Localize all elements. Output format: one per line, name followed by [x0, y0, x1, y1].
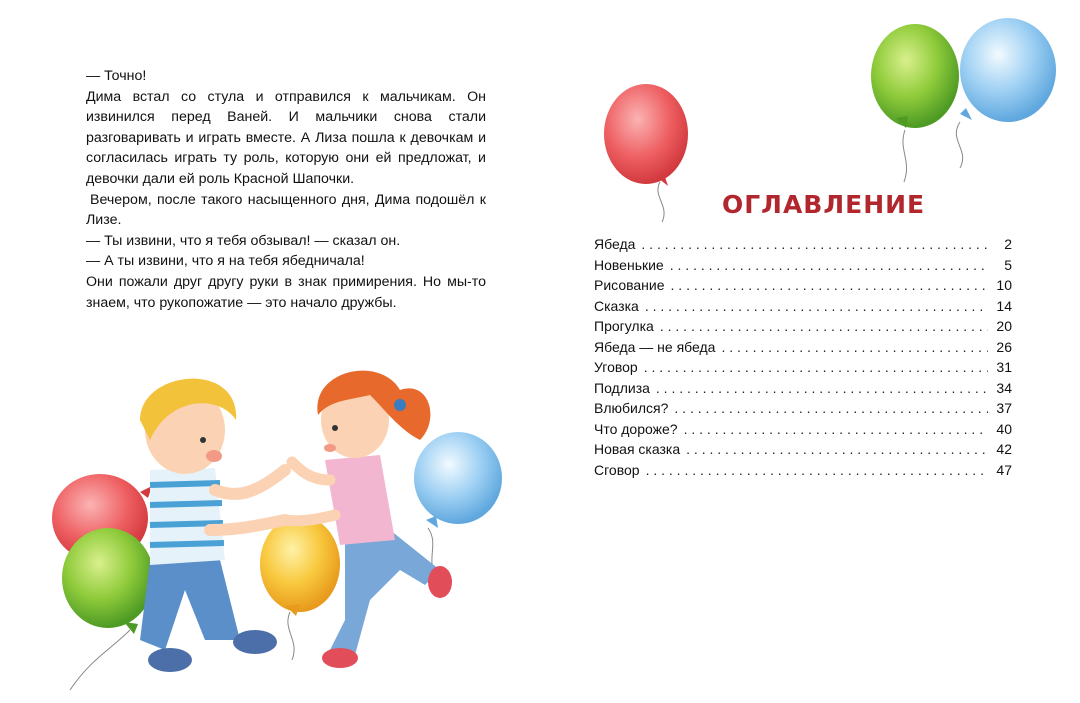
toc-entry[interactable]	[594, 357, 1012, 378]
toc-entry-page: 26	[996, 338, 1012, 355]
toc-leader	[646, 460, 988, 481]
story-paragraph: Они пожали друг другу руки в знак примирения. Но мы-то знаем, что рукопожатие — это начало дружбы.	[86, 273, 486, 311]
toc-entry[interactable]	[594, 419, 1012, 440]
story-text	[86, 66, 486, 313]
toc-entry-page: 34	[996, 379, 1012, 396]
toc-entry-page: 31	[996, 359, 1012, 375]
table-of-contents	[594, 234, 1012, 480]
blue-balloon-right	[414, 432, 502, 580]
toc-entry-page: 47	[996, 461, 1012, 478]
story-paragraph: Дима встал со стула и отправился к мальчикам. Он извинился перед Ваней. И мальчики снова стали разговаривать и играть вместе. А Лиза пошла к девочкам и согласилась играть ту роль, которую они ей предложат, и девочки дали ей роль Красной Шапочки.	[86, 88, 486, 187]
toc-entry[interactable]	[594, 275, 1012, 296]
toc-leader	[686, 439, 988, 460]
toc-entry[interactable]	[594, 337, 1012, 358]
toc-leader	[644, 357, 988, 378]
toc-entry[interactable]	[594, 398, 1012, 419]
toc-entry-title: Что дороже?	[594, 420, 678, 437]
toc-entry[interactable]	[594, 255, 1012, 276]
toc-entry[interactable]	[594, 378, 1012, 399]
toc-leader	[656, 378, 988, 399]
story-paragraph: — Ты извини, что я тебя обзывал! — сказал он.	[86, 232, 401, 249]
toc-entry-page: 42	[996, 441, 1012, 457]
toc-entry-page: 20	[996, 318, 1012, 334]
toc-leader	[670, 255, 988, 276]
toc-entry-page: 14	[996, 297, 1012, 314]
toc-leader	[671, 275, 988, 296]
toc-leader	[645, 296, 988, 317]
toc-entry[interactable]	[594, 234, 1012, 255]
story-paragraph: — А ты извини, что я на тебя ябедничала!	[86, 253, 365, 270]
green-balloon-top	[871, 24, 959, 182]
toc-entry[interactable]	[594, 460, 1012, 481]
red-balloon-top	[604, 84, 688, 222]
toc-entry-title: Ябеда — не ябеда	[594, 338, 716, 355]
story-paragraph: Вечером, после такого насыщенного дня, Дима подошёл к Лизе.	[86, 191, 486, 229]
toc-leader	[684, 419, 988, 440]
toc-entry-page: 10	[996, 277, 1012, 293]
toc-leader	[674, 398, 988, 419]
toc-entry-title: Сказка	[594, 297, 639, 314]
toc-entry-title: Влюбился?	[594, 400, 669, 416]
girl-illustration	[285, 371, 452, 668]
green-balloon-left	[62, 528, 154, 690]
toc-entry-page: 2	[1004, 236, 1012, 252]
toc-entry-title: Рисование	[594, 277, 665, 293]
toc-entry[interactable]	[594, 316, 1012, 337]
toc-entry-page: 37	[996, 400, 1012, 416]
toc-title: ОГЛАВЛЕНИЕ	[722, 190, 926, 219]
toc-entry-title: Уговор	[594, 359, 638, 375]
toc-leader	[641, 234, 988, 255]
toc-entry[interactable]	[594, 439, 1012, 460]
toc-entry-title: Сговор	[594, 461, 640, 478]
story-paragraph: — Точно!	[86, 68, 147, 84]
toc-entry-title: Ябеда	[594, 236, 636, 252]
toc-entry-title: Прогулка	[594, 318, 654, 334]
toc-entry-title: Подлиза	[594, 379, 650, 396]
blue-balloon-top	[956, 18, 1056, 168]
toc-entry-title: Новая сказка	[594, 441, 681, 457]
toc-leader	[721, 337, 988, 358]
toc-entry-page: 40	[996, 420, 1012, 437]
toc-entry[interactable]	[594, 296, 1012, 317]
toc-leader	[660, 316, 988, 337]
boy-illustration	[140, 379, 285, 672]
toc-entry-title: Новенькие	[594, 256, 664, 273]
toc-entry-page: 5	[1004, 256, 1012, 273]
